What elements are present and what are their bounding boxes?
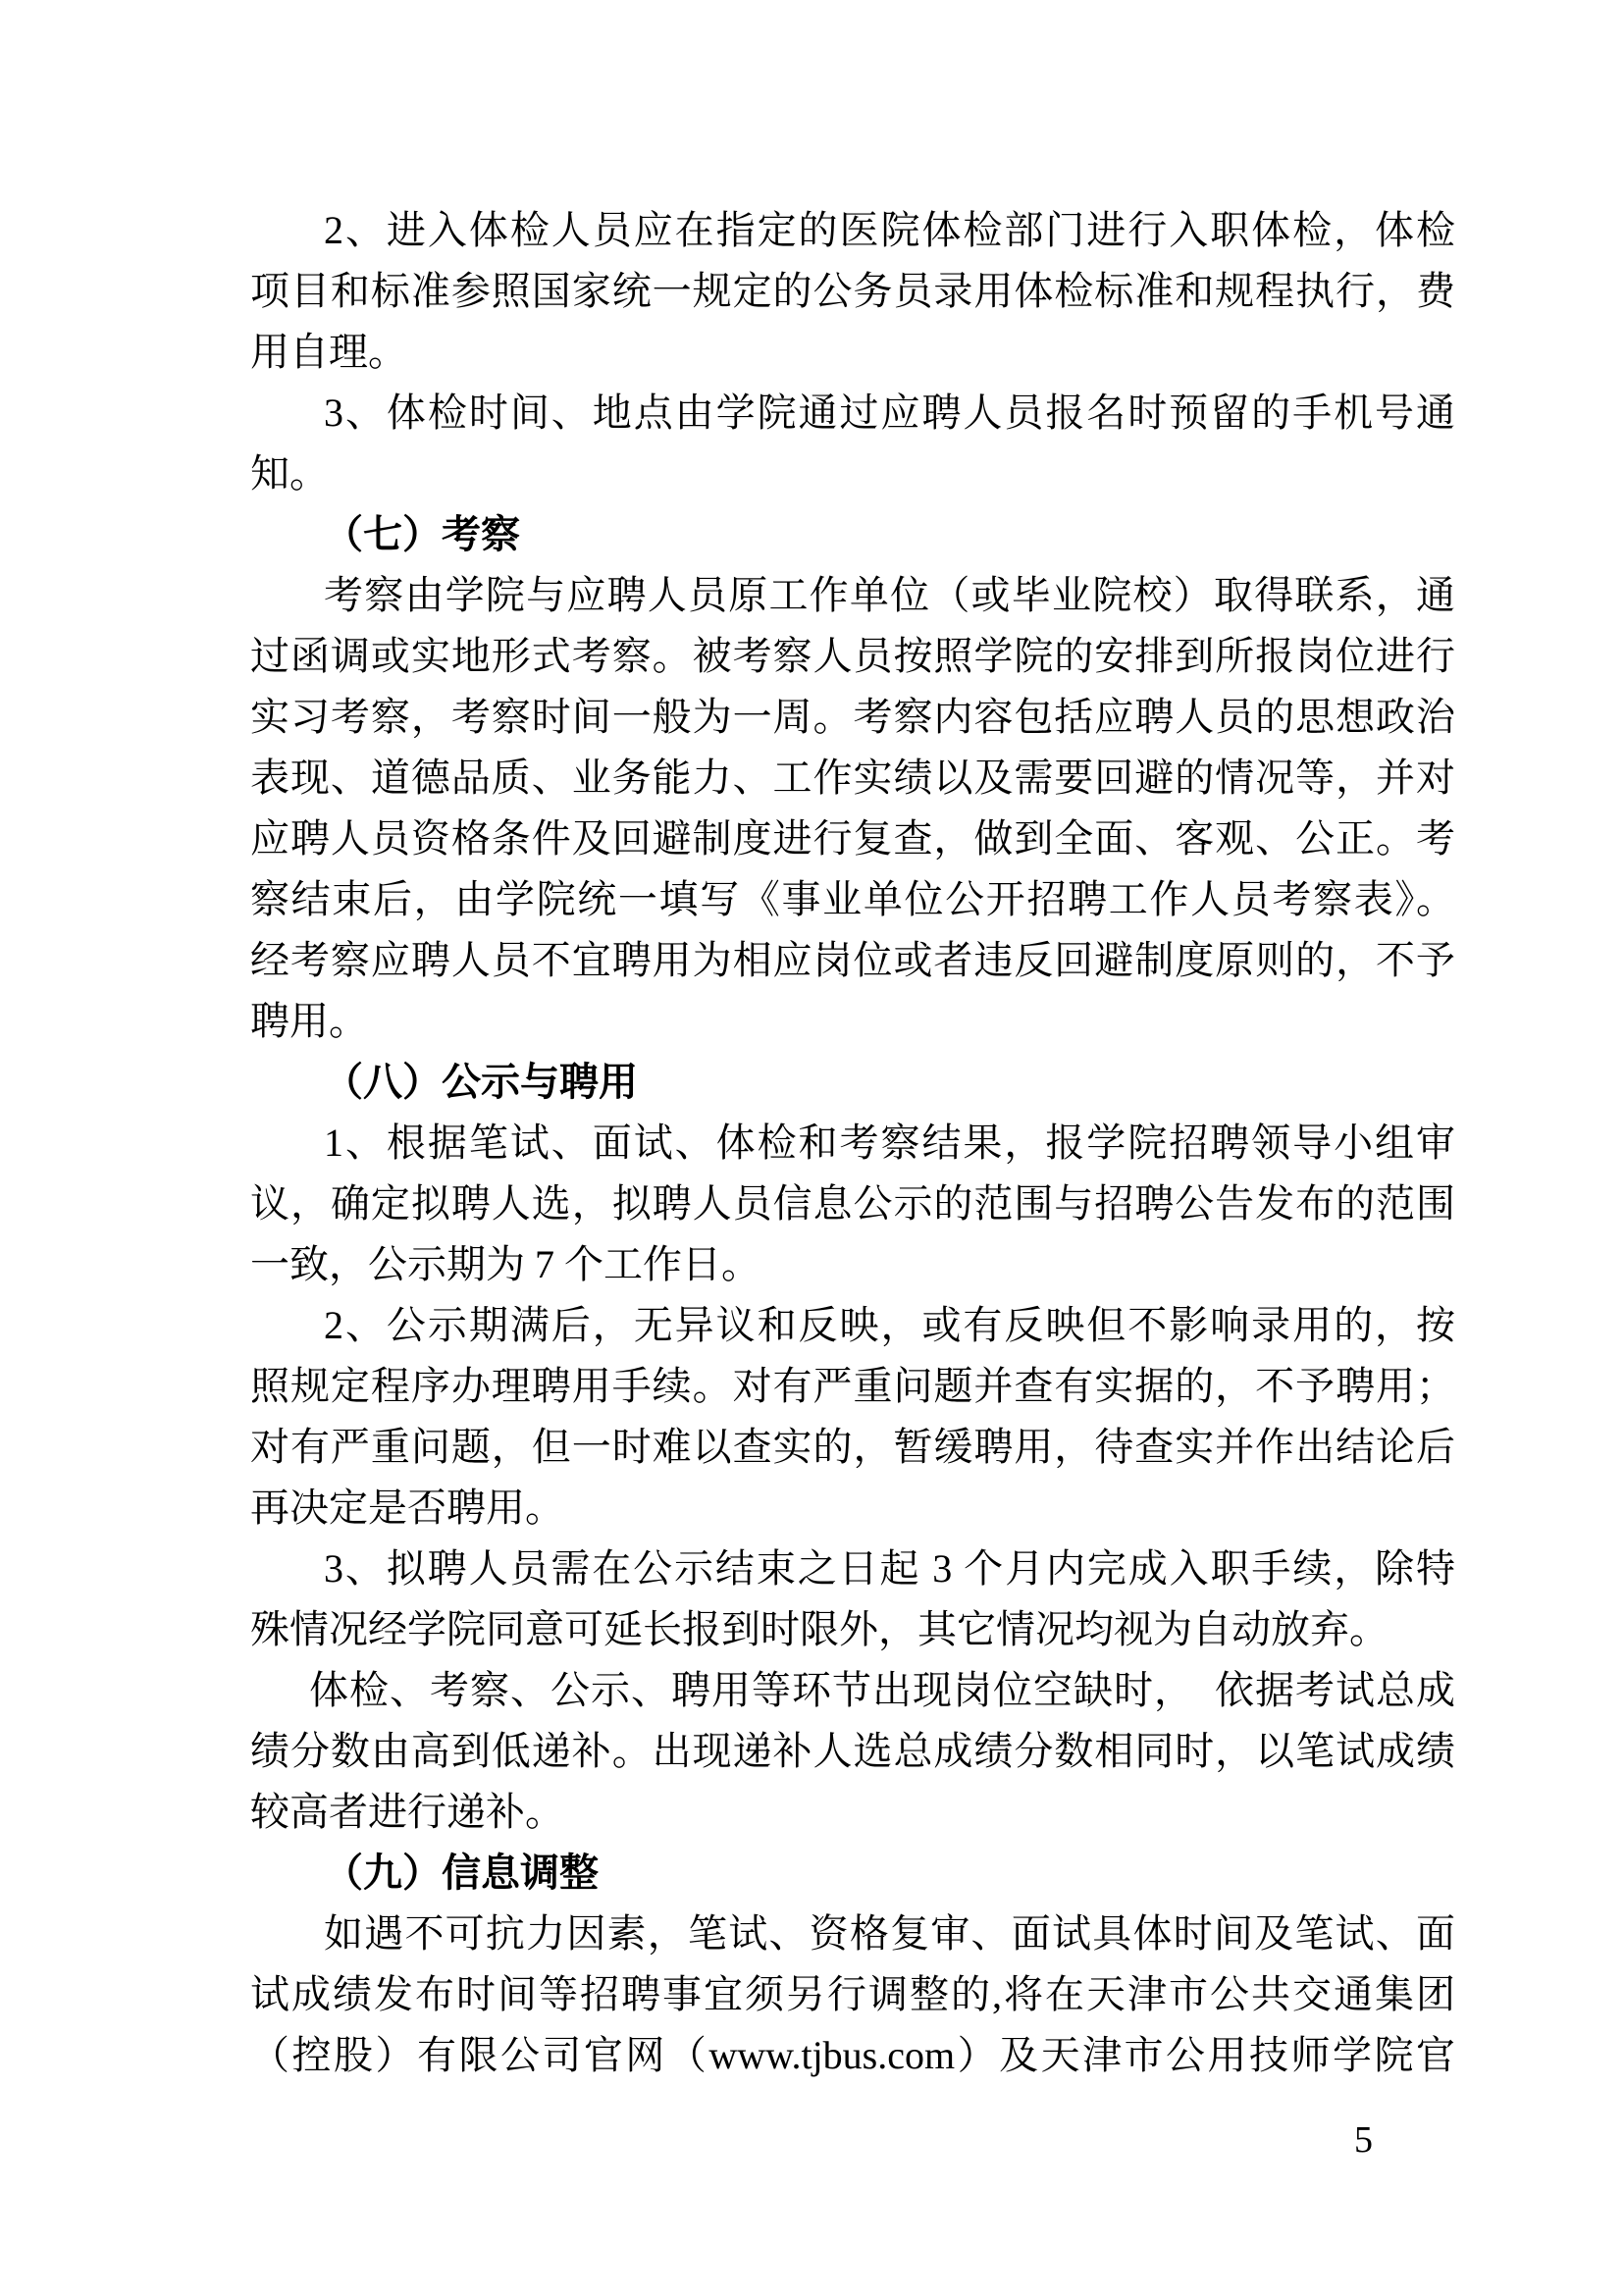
text-line: 试成绩发布时间等招聘事宜须另行调整的,将在天津市公共交通集团 bbox=[250, 1972, 1455, 2016]
text-line: 用自理。 bbox=[250, 330, 407, 374]
text-line: 对有严重问题，但一时难以查实的，暂缓聘用，待查实并作出结论后 bbox=[250, 1425, 1455, 1469]
paragraph-info-adjustment bbox=[250, 1904, 1455, 2086]
paragraph-publicity-3 bbox=[250, 1539, 1455, 1660]
text-line: 过函调或实地形式考察。被考察人员按照学院的安排到所报岗位进行 bbox=[250, 634, 1455, 678]
page-number: 5 bbox=[1354, 2119, 1373, 2161]
text-line: 2、进入体检人员应在指定的医院体检部门进行入职体检，体检 bbox=[324, 208, 1455, 252]
text-line: 体检、考察、公示、聘用等环节出现岗位空缺时， 依据考试总成 bbox=[309, 1668, 1455, 1712]
paragraph-inspection bbox=[250, 565, 1455, 1052]
text-line: 项目和标准参照国家统一规定的公务员录用体检标准和规程执行，费 bbox=[250, 269, 1455, 313]
text-line: 殊情况经学院同意可延长报到时限外，其它情况均视为自动放弃。 bbox=[250, 1607, 1388, 1651]
text-line: 照规定程序办理聘用手续。对有严重问题并查有实据的，不予聘用； bbox=[250, 1364, 1455, 1408]
paragraph-publicity-1 bbox=[250, 1113, 1455, 1295]
text-line: 应聘人员资格条件及回避制度进行复查，做到全面、客观、公正。考 bbox=[250, 816, 1455, 861]
paragraph-publicity-2 bbox=[250, 1295, 1455, 1539]
section-heading-8-publicity-employment: （八）公示与聘用 bbox=[324, 1060, 638, 1104]
text-line: 一致，公示期为 7 个工作日。 bbox=[250, 1242, 760, 1286]
text-line: 2、公示期满后，无异议和反映，或有反映但不影响录用的，按 bbox=[324, 1303, 1455, 1347]
section-heading-9-info-adjustment: （九）信息调整 bbox=[324, 1851, 599, 1895]
text-line: 察结束后，由学院统一填写《事业单位公开招聘工作人员考察表》。 bbox=[250, 877, 1455, 921]
document-body bbox=[250, 200, 1455, 2086]
text-line: 1、根据笔试、面试、体检和考察结果，报学院招聘领导小组审 bbox=[324, 1121, 1455, 1165]
paragraph-vacancy-replacement bbox=[250, 1660, 1455, 1843]
text-line: （控股）有限公司官网（www.tjbus.com）及天津市公用技师学院官 bbox=[250, 2033, 1455, 2077]
paragraph-physical-exam-2 bbox=[250, 200, 1455, 383]
section-heading-7-inspection: （七）考察 bbox=[324, 512, 520, 556]
text-line: 表现、道德品质、业务能力、工作实绩以及需要回避的情况等，并对 bbox=[250, 756, 1455, 800]
text-line: 知。 bbox=[250, 451, 329, 496]
text-line: 经考察应聘人员不宜聘用为相应岗位或者违反回避制度原则的，不予 bbox=[250, 938, 1455, 982]
text-line: 较高者进行递补。 bbox=[250, 1790, 564, 1834]
text-line: 考察由学院与应聘人员原工作单位（或毕业院校）取得联系，通 bbox=[324, 573, 1455, 617]
text-line: 议，确定拟聘人选，拟聘人员信息公示的范围与招聘公告发布的范围 bbox=[250, 1181, 1455, 1226]
text-line: 绩分数由高到低递补。出现递补人选总成绩分数相同时，以笔试成绩 bbox=[250, 1729, 1455, 1773]
paragraph-physical-exam-3 bbox=[250, 383, 1455, 504]
text-line: 3、拟聘人员需在公示结束之日起 3 个月内完成入职手续，除特 bbox=[324, 1546, 1455, 1591]
text-line: 聘用。 bbox=[250, 999, 368, 1043]
text-line: 实习考察，考察时间一般为一周。考察内容包括应聘人员的思想政治 bbox=[250, 695, 1455, 739]
text-line: 如遇不可抗力因素，笔试、资格复审、面试具体时间及笔试、面 bbox=[324, 1911, 1455, 1956]
text-line: 再决定是否聘用。 bbox=[250, 1486, 564, 1530]
text-line: 3、体检时间、地点由学院通过应聘人员报名时预留的手机号通 bbox=[324, 391, 1455, 435]
